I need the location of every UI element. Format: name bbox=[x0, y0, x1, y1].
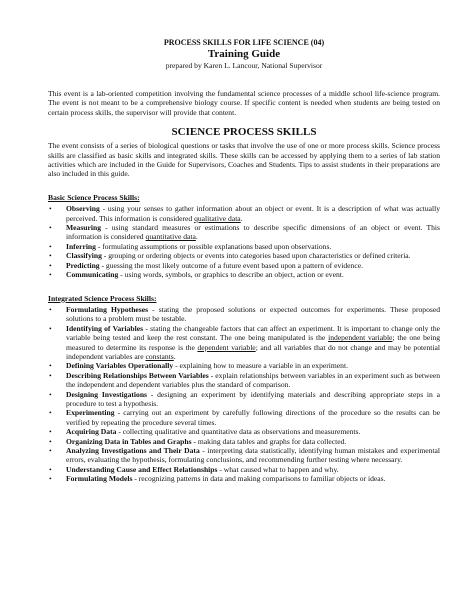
list-item bbox=[48, 390, 440, 409]
bullet-icon: • bbox=[49, 408, 52, 418]
skill-term: Measuring bbox=[66, 223, 102, 233]
bullet-icon: • bbox=[49, 251, 52, 261]
skill-term: Understanding Cause and Effect Relationships bbox=[66, 464, 218, 474]
skill-description-end: . bbox=[240, 213, 243, 223]
skill-description: - recognizing patterns in data and making comparisons to familiar objects or ideas. bbox=[132, 474, 386, 484]
section-title: SCIENCE PROCESS SKILLS bbox=[171, 126, 317, 139]
skill-term: Experimenting bbox=[66, 408, 115, 418]
skill-description: - designing an experiment by identifying materials and describing appropriate steps in a procedure to test a hypothesis. bbox=[66, 389, 440, 408]
bullet-icon: • bbox=[49, 474, 52, 484]
list-item bbox=[48, 437, 440, 446]
skill-term: Predicting bbox=[66, 260, 100, 270]
skill-description: - stating the changeable factors that can affect an experiment. It is important to change only the variable being tested and keep the rest constant. The one being manipulated is the bbox=[66, 323, 441, 343]
skill-description: - guessing the most likely outcome of a future event based upon a pattern of evidence. bbox=[99, 260, 363, 270]
skill-description: - explaining how to measure a variable in an experiment. bbox=[173, 361, 348, 371]
skill-term: Analyzing Investigations and Their Data bbox=[66, 446, 200, 455]
bullet-icon: • bbox=[49, 304, 52, 314]
skill-term: Classifying bbox=[66, 251, 102, 261]
skill-description-middle: ; the one being measured to determine its response is the bbox=[66, 333, 440, 352]
bullet-icon: • bbox=[49, 260, 52, 270]
bullet-icon: • bbox=[49, 427, 52, 437]
skill-description-end: . bbox=[195, 232, 198, 242]
skill-term: Formulating Models bbox=[66, 474, 133, 484]
list-item bbox=[48, 324, 440, 362]
list-item bbox=[48, 408, 440, 427]
skill-description: - explain relationships between variables in an experiment such as between the independent and dependent variables plus the standard of comparison. bbox=[66, 370, 441, 390]
list-item bbox=[48, 474, 440, 483]
skill-description: - stating the proposed solutions or expected outcomes for experiments. These proposed solutions to a problem must be testable. bbox=[66, 304, 440, 324]
skill-description-end: . bbox=[173, 351, 176, 361]
list-item bbox=[48, 305, 440, 324]
bullet-icon: • bbox=[49, 270, 52, 280]
bullet-icon: • bbox=[49, 223, 52, 233]
list-item bbox=[48, 465, 440, 474]
bullet-icon: • bbox=[49, 204, 52, 214]
list-item bbox=[48, 371, 440, 390]
bullet-icon: • bbox=[49, 241, 52, 251]
prepared-by-line: prepared by Karen L. Lancour, National Supervisor bbox=[165, 61, 323, 70]
skill-description: - interpreting data statistically, identifying human mistakes and experimental errors, evaluating the hypothesis, formulating conclusions, and recommending further testing where necessary. bbox=[66, 446, 440, 465]
list-item bbox=[48, 223, 440, 242]
skill-term: Identifying of Variables bbox=[66, 323, 144, 333]
skill-underlined-term: independent variable bbox=[328, 333, 393, 343]
skill-term: Organizing Data in Tables and Graphs bbox=[66, 436, 192, 446]
skill-term: Acquiring Data bbox=[66, 427, 117, 437]
bullet-icon: • bbox=[49, 361, 52, 371]
skill-description: - formulating assumptions or possible explanations based upon observations. bbox=[95, 241, 332, 251]
skill-description: - making data tables and graphs for data collected. bbox=[191, 436, 347, 446]
skill-description: - collecting qualitative and quantitative data as observations and measurements. bbox=[116, 427, 361, 437]
bullet-icon: • bbox=[49, 446, 52, 455]
list-item bbox=[48, 446, 440, 465]
skill-description: - grouping or ordering objects or events into categories based upon characteristics or defined criteria. bbox=[101, 251, 411, 261]
list-item bbox=[48, 261, 440, 270]
list-item bbox=[48, 270, 440, 279]
skill-term: Observing bbox=[66, 204, 100, 214]
skill-term: Inferring bbox=[66, 241, 96, 251]
list-item bbox=[48, 204, 440, 223]
skill-description: - what caused what to happen and why. bbox=[217, 464, 339, 474]
skill-description: - using your senses to gather information about an object or event. It is a description of what was actually perceived. This information is considered bbox=[66, 204, 440, 223]
basic-skills-list bbox=[48, 204, 440, 279]
section-body: The event consists of a series of biological questions or tasks that involve the use of one or more process skills. Science process skills are classified as basic skills and integrated skills. These skills can be accessed by applying them to a series of lab station activities which are included in the Guide for Supervisors, Coaches and Students. Tips to assist students in their preparations are also included in this guide. bbox=[48, 141, 440, 179]
skill-description: - using words, symbols, or graphics to describe an object, action or event. bbox=[118, 270, 344, 280]
skill-term: Formulating Hypotheses bbox=[66, 304, 149, 314]
bullet-icon: • bbox=[49, 370, 52, 380]
list-item bbox=[48, 251, 440, 260]
integrated-skills-heading: Integrated Science Process Skills: bbox=[48, 293, 157, 303]
integrated-skills-list bbox=[48, 305, 440, 484]
document-header bbox=[48, 38, 440, 71]
skill-description: - carrying out an experiment by carefully following directions of the procedure so the results can be verified by repeating the procedure several times. bbox=[66, 408, 440, 427]
bullet-icon: • bbox=[49, 436, 52, 446]
list-item bbox=[48, 242, 440, 251]
skill-term: Communicating bbox=[66, 270, 119, 280]
skill-underlined-term: dependent variable bbox=[197, 342, 256, 352]
bullet-icon: • bbox=[49, 464, 52, 474]
skill-term: Defining Variables Operationally bbox=[66, 361, 174, 371]
skill-underlined-term: constants bbox=[145, 351, 174, 361]
bullet-icon: • bbox=[49, 389, 52, 399]
document-title: PROCESS SKILLS FOR LIFE SCIENCE (04) bbox=[163, 38, 325, 47]
skill-underlined-term: qualitative data bbox=[194, 213, 241, 223]
skill-description-middle: ; and all variables that do not change and may be potential independent variables are bbox=[66, 342, 440, 361]
basic-skills-heading: Basic Science Process Skills: bbox=[48, 192, 140, 202]
intro-paragraph: This event is a lab-oriented competition involving the fundamental science processes of a middle school life-science program. The event is not meant to be a comprehensive biology course. If specific content is needed when students are being tested on certain process skills, the supervisor will provide that content. bbox=[48, 89, 440, 117]
skill-underlined-term: quantitative data bbox=[145, 232, 196, 242]
list-item bbox=[48, 361, 440, 370]
document-subtitle: Training Guide bbox=[207, 48, 281, 60]
skill-term: Describing Relationships Between Variables bbox=[66, 370, 209, 380]
list-item bbox=[48, 427, 440, 436]
skill-description: - using standard measures or estimations to describe specific dimensions of an object or event. This information is considered bbox=[66, 223, 440, 242]
bullet-icon: • bbox=[49, 323, 52, 333]
skill-term: Designing Investigations bbox=[66, 389, 148, 399]
